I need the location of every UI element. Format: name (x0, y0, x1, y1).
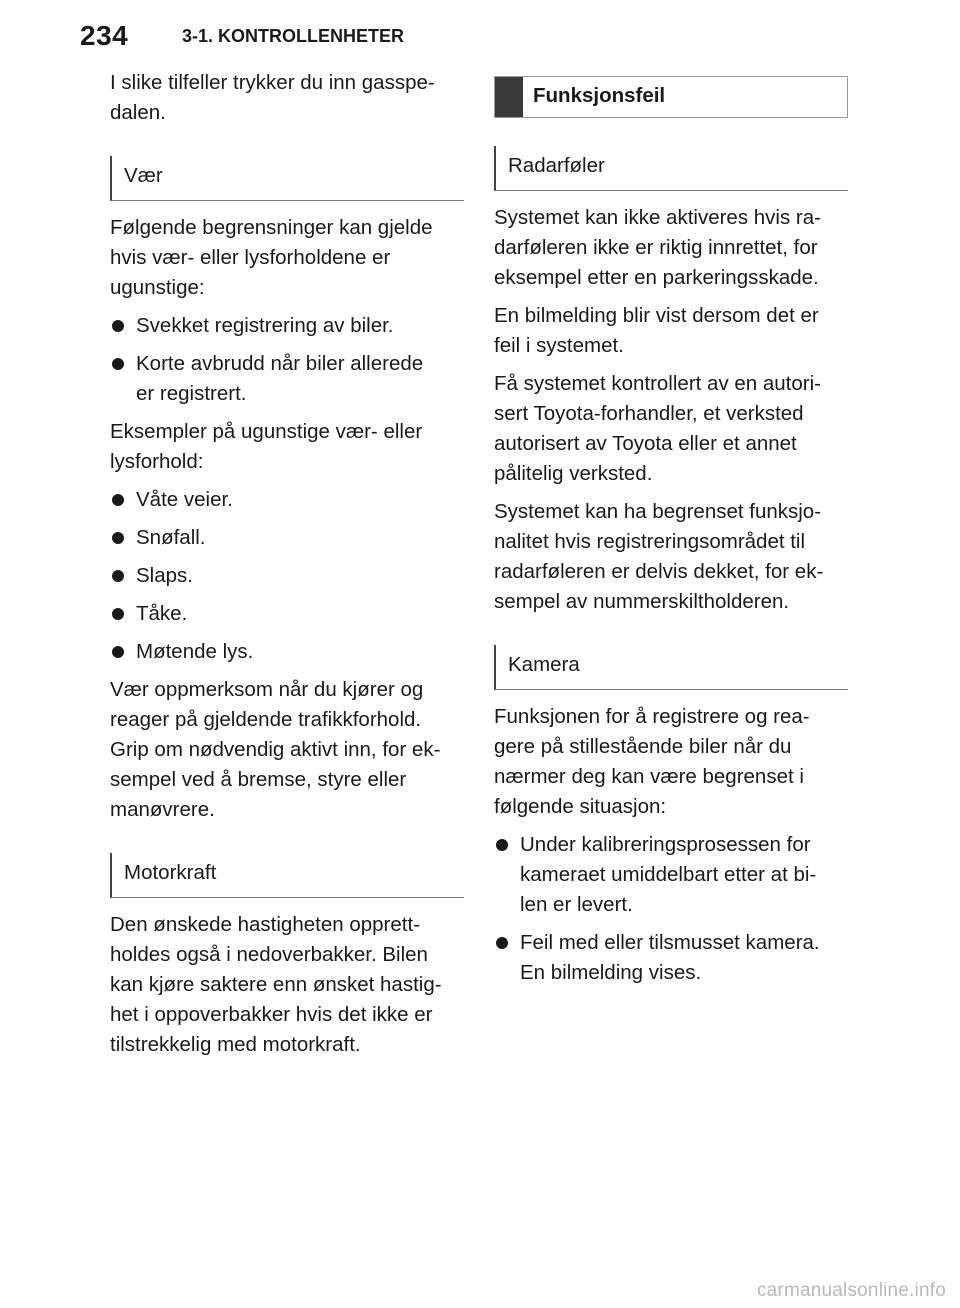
engine-heading: Motorkraft (110, 853, 464, 898)
conditions-bullet-list (110, 485, 464, 667)
weather-bullet-list (110, 311, 464, 409)
radar-paragraph-2: En bilmelding blir vist dersom det er feil i systemet. (494, 304, 819, 357)
camera-paragraph: Funksjonen for å registrere og rea- gere på stillestående biler når du nærmer deg kan være begrenset i følgende situasjon: (494, 705, 810, 818)
bullet-item: Snøfall. (110, 523, 464, 553)
right-column (494, 76, 848, 996)
radar-heading: Radarføler (494, 146, 848, 191)
camera-heading: Kamera (494, 645, 848, 690)
page-number: 234 (80, 20, 129, 51)
intro-paragraph: I slike tilfeller trykker du inn gasspe- dalen. (110, 71, 435, 124)
weather-heading: Vær (110, 156, 464, 201)
bullet-item: Slaps. (110, 561, 464, 591)
weather-paragraph: Følgende begrensninger kan gjelde hvis vær- eller lysforholdene er ugunstige: (110, 216, 433, 299)
page-header (0, 0, 960, 62)
bullet-item: Svekket registrering av biler. (110, 311, 464, 341)
weather-examples-paragraph: Eksempler på ugunstige vær- eller lysforhold: (110, 420, 423, 473)
bullet-item: Våte veier. (110, 485, 464, 515)
watermark: carmanualsonline.info (756, 1280, 946, 1301)
malfunction-heading-box (494, 76, 848, 118)
bullet-item: Møtende lys. (110, 637, 464, 667)
bullet-item: Korte avbrudd når biler allerede er registrert. (110, 349, 464, 409)
left-column (110, 68, 464, 1068)
bullet-item: Feil med eller tilsmusset kamera. En bilmelding vises. (494, 928, 848, 988)
radar-paragraph-1: Systemet kan ikke aktiveres hvis ra- darføleren ikke er riktig innrettet, for eksempel etter en parkeringsskade. (494, 206, 821, 289)
radar-paragraph-4: Systemet kan ha begrenset funksjo- nalitet hvis registreringsområdet til radarføleren er delvis dekket, for ek- sempel av nummerskiltholderen. (494, 500, 824, 613)
bullet-item: Tåke. (110, 599, 464, 629)
bullet-item: Under kalibreringsprosessen for kameraet umiddelbart etter at bi- len er levert. (494, 830, 848, 920)
heading-marker-bar (495, 77, 523, 117)
camera-bullet-list (494, 830, 848, 988)
section-title: 3-1. KONTROLLENHETER (182, 26, 405, 46)
radar-paragraph-3: Få systemet kontrollert av en autori- sert Toyota-forhandler, et verksted autorisert av Toyota eller et annet pålitelig verksted. (494, 372, 821, 485)
engine-paragraph: Den ønskede hastigheten opprett- holdes også i nedoverbakker. Bilen kan kjøre saktere enn ønsket hastig- het i oppoverbakker hvis det ikke er tilstrekkelig med motorkraft. (110, 913, 442, 1056)
malfunction-heading: Funksjonsfeil (533, 84, 666, 107)
weather-advice-paragraph: Vær oppmerksom når du kjører og reager på gjeldende trafikkforhold. Grip om nødvendig aktivt inn, for ek- sempel ved å bremse, styre eller manøvrere. (110, 678, 441, 821)
